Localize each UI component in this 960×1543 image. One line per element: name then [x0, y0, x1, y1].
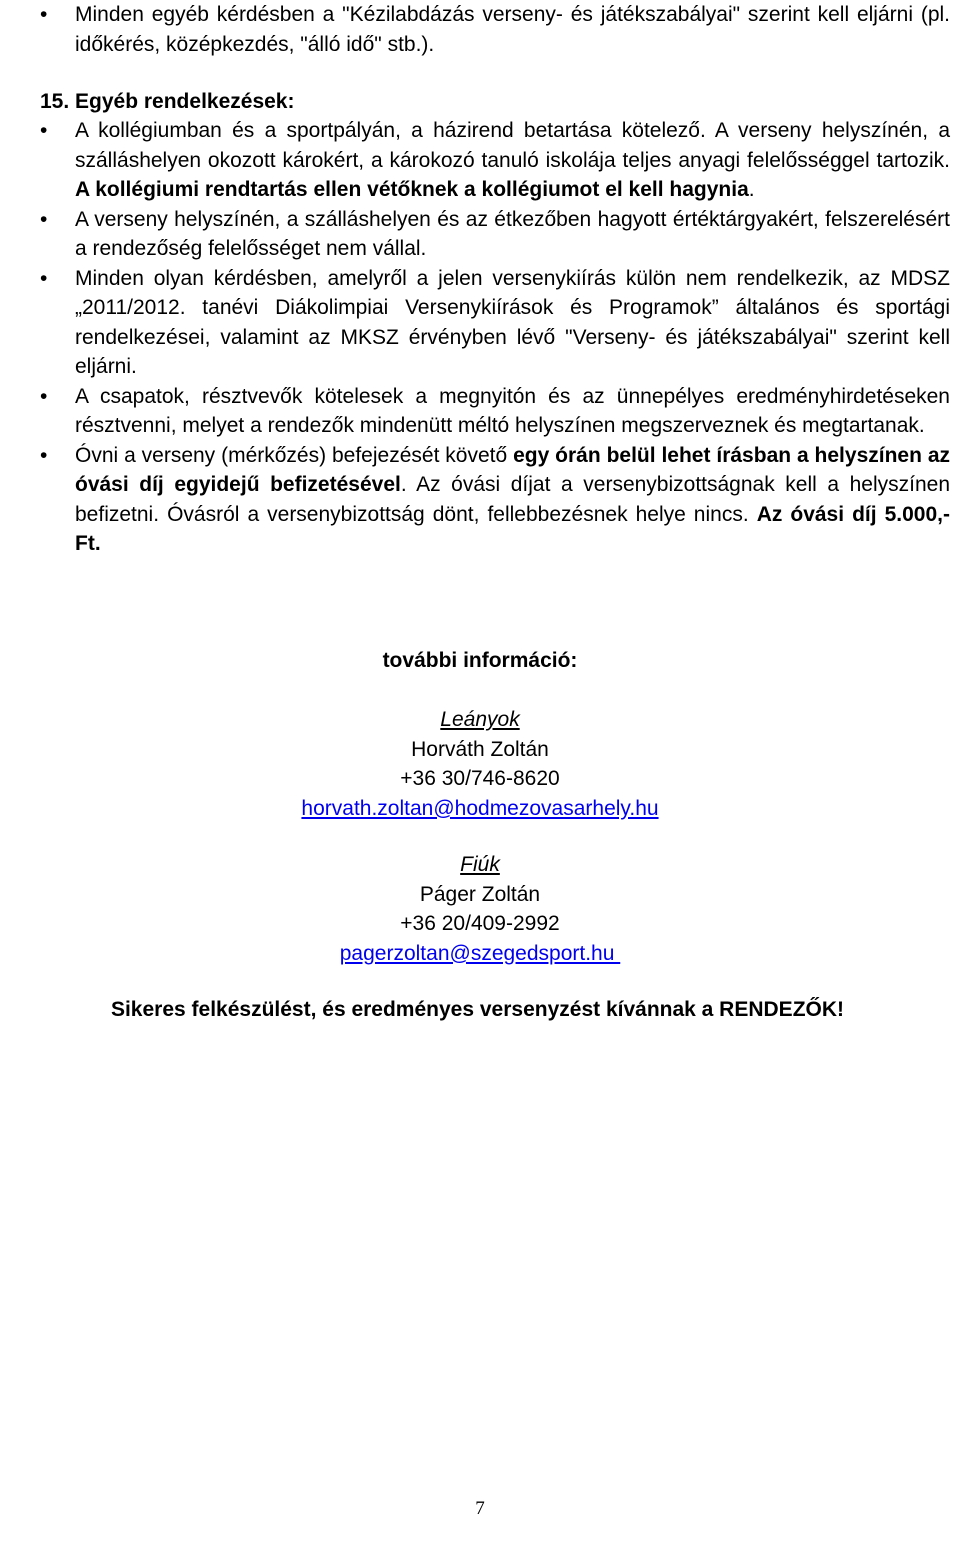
contact-boys [0, 850, 960, 968]
boys-email-link[interactable]: pagerzoltan@szegedsport.hu [339, 941, 621, 965]
girls-contact-phone: +36 30/746-8620 [400, 767, 560, 790]
list-item [0, 0, 950, 59]
bullet-text: A kollégiumban és a sportpályán, a házirend betartása kötelező. A verseny helyszínén, a szálláshelyen okozott károkért, a károkozó tanuló iskolája teljes anyagi felelősséggel tartozik. [75, 119, 950, 172]
bullet-text: Óvni a verseny (mérkőzés) befejezését követő [75, 443, 514, 467]
contact-heading [0, 646, 960, 676]
bullet-bold-text: A kollégiumi rendtartás ellen vétőknek a kollégiumot el kell hagynia [75, 178, 749, 201]
section-bullet-list [0, 116, 955, 559]
list-item [0, 382, 950, 441]
girls-email-link[interactable]: horvath.zoltan@hodmezovasarhely.hu [301, 796, 659, 820]
bullet-text: A verseny helyszínén, a szálláshelyen és az étkezőben hagyott értéktárgyakért, felszerelésért a rendezőség felelősséget nem vállal. [75, 207, 950, 260]
contact-heading-text: további információ: [382, 649, 578, 672]
intro-bullet-list [0, 0, 955, 59]
page-number: 7 [475, 1498, 485, 1519]
bullet-text: . Az óvási díjat a versenybizottságnak kell a helyszínen befizetni. Óvásról a versenybizottság dönt, fellebbezésnek helye nincs. [75, 473, 950, 526]
contact-girls [0, 705, 960, 823]
closing-line: Sikeres felkészülést, és eredményes versenyzést kívánnak a RENDEZŐK! [110, 998, 845, 1021]
girls-label: Leányok [440, 708, 520, 731]
list-item [0, 116, 950, 205]
section-heading: 15. Egyéb rendelkezések: [40, 90, 295, 113]
bullet-bold-text: egy órán belül lehet írásban a helyszínen az óvási díj egyidejű befizetésével [75, 443, 950, 496]
boys-label: Fiúk [460, 853, 500, 876]
bullet-tail-text: . [748, 178, 755, 201]
boys-contact-phone: +36 20/409-2992 [400, 912, 560, 935]
list-item [0, 264, 950, 382]
bullet-text: Minden egyéb kérdésben a "Kézilabdázás verseny- és játékszabályai" szerint kell eljárni (pl. időkérés, középkezdés, "álló idő" stb.). [75, 3, 950, 56]
girls-contact-name: Horváth Zoltán [411, 737, 549, 761]
fee-bold-text: Az óvási díj 5.000,-Ft. [75, 502, 950, 555]
bullet-text: Minden olyan kérdésben, amelyről a jelen versenykiírás külön nem rendelkezik, az MDSZ „2011/2012. tanévi Diákolimpiai Versenykiírások és Programok” általános és sportági rendelkezései, valamint az MKSZ érvényben lévő "Verseny- és játékszabályai" szerint kell eljárni. [75, 266, 950, 378]
list-item [0, 205, 950, 264]
bullet-text: A csapatok, résztvevők kötelesek a megnyitón és az ünnepélyes eredményhirdetéseken résztvenni, melyet a rendezők mindenütt méltó helyszínen megszerveznek és megtartanak. [75, 384, 950, 437]
boys-contact-name: Páger Zoltán [419, 882, 541, 906]
list-item [0, 441, 950, 559]
